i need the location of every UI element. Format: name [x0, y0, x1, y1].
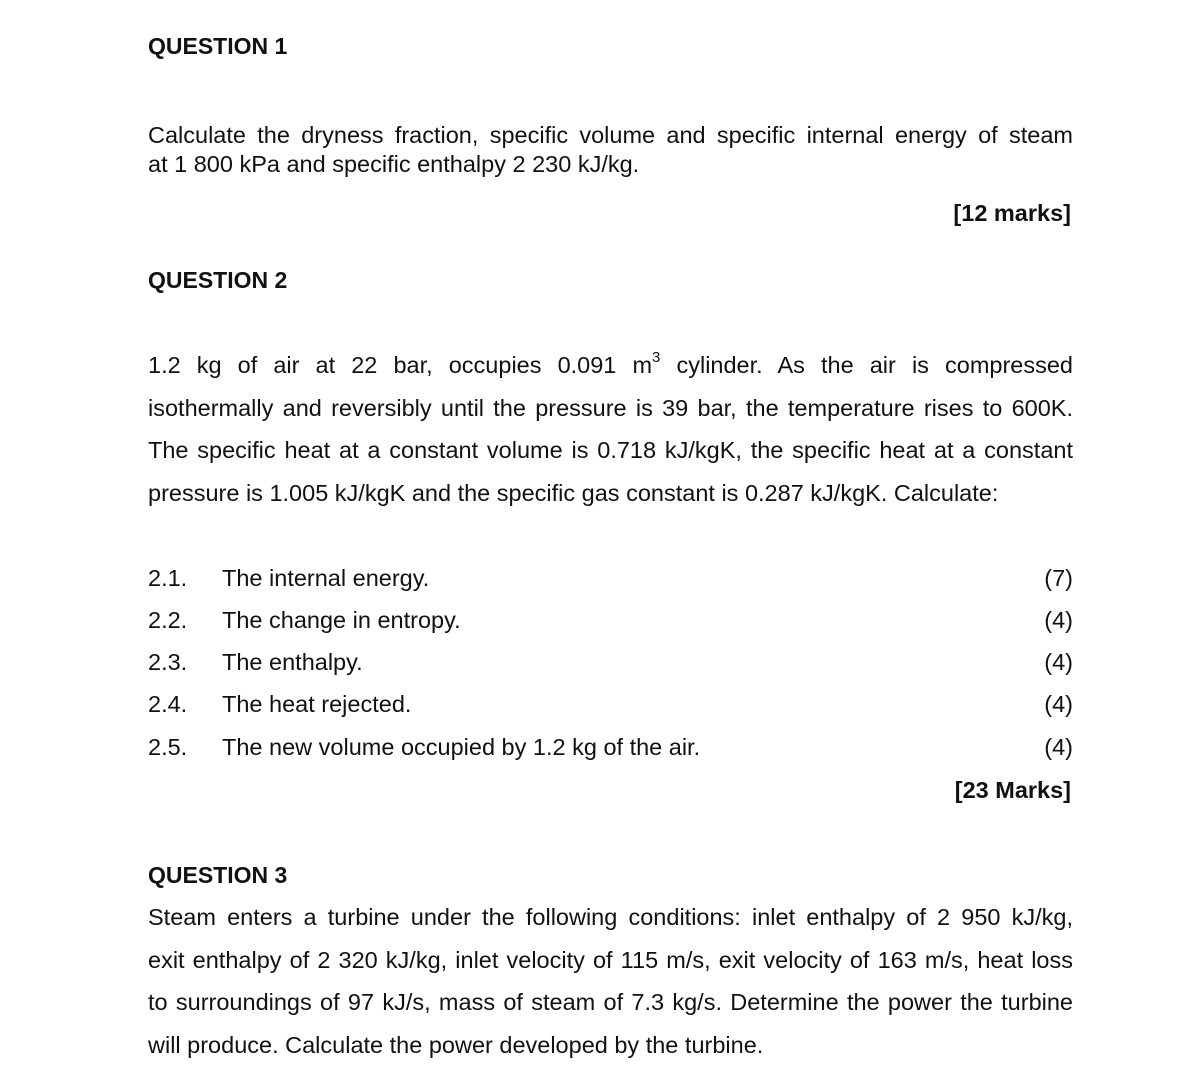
question-2-marks: [23 Marks] [954, 777, 1071, 803]
question-2-line-1-b: cylinder. As the air is compressed [660, 352, 1073, 378]
question-2-line-1 [148, 349, 1073, 379]
item-mark: (7) [1044, 565, 1073, 591]
superscript-3: 3 [652, 349, 661, 367]
item-number: 2.5. [148, 734, 188, 760]
cut-off-marks [955, 1074, 1065, 1080]
item-number: 2.2. [148, 607, 188, 633]
item-number: 2.1. [148, 565, 188, 591]
question-3-line-1: Steam enters a turbine under the following conditions: inlet enthalpy of 2 950 kJ/kg, [148, 904, 1073, 930]
question-1-line-2: at 1 800 kPa and specific enthalpy 2 230 kJ/kg. [148, 151, 640, 177]
item-text: The heat rejected. [222, 691, 412, 717]
item-number: 2.4. [148, 691, 188, 717]
item-mark: (4) [1044, 607, 1073, 633]
question-1-marks: [12 marks] [953, 200, 1071, 226]
item-text: The change in entropy. [222, 607, 461, 633]
question-2-line-3: The specific heat at a constant volume is 0.718 kJ/kgK, the specific heat at a constant [148, 437, 1073, 463]
item-text: The new volume occupied by 1.2 kg of the air. [222, 734, 701, 760]
question-3-line-3: to surroundings of 97 kJ/s, mass of steam of 7.3 kg/s. Determine the power the turbine [148, 989, 1073, 1015]
question-1-line-1: Calculate the dryness fraction, specific volume and specific internal energy of steam [148, 122, 1073, 148]
question-3-heading: QUESTION 3 [148, 862, 288, 888]
question-3-line-2: exit enthalpy of 2 320 kJ/kg, inlet velocity of 115 m/s, exit velocity of 163 m/s, heat loss [148, 947, 1073, 973]
question-3-line-4: will produce. Calculate the power developed by the turbine. [148, 1032, 764, 1058]
item-text: The enthalpy. [222, 649, 363, 675]
question-2-line-2: isothermally and reversibly until the pressure is 39 bar, the temperature rises to 600K. [148, 395, 1073, 421]
question-2-line-4: pressure is 1.005 kJ/kgK and the specific gas constant is 0.287 kJ/kgK. Calculate: [148, 480, 999, 506]
question-2-heading: QUESTION 2 [148, 267, 288, 293]
item-mark: (4) [1044, 734, 1073, 760]
item-text: The internal energy. [222, 565, 430, 591]
item-mark: (4) [1044, 649, 1073, 675]
question-1-heading: QUESTION 1 [148, 33, 288, 59]
item-number: 2.3. [148, 649, 188, 675]
question-2-line-1-a: 1.2 kg of air at 22 bar, occupies 0.091 m [148, 352, 653, 378]
item-mark: (4) [1044, 691, 1073, 717]
